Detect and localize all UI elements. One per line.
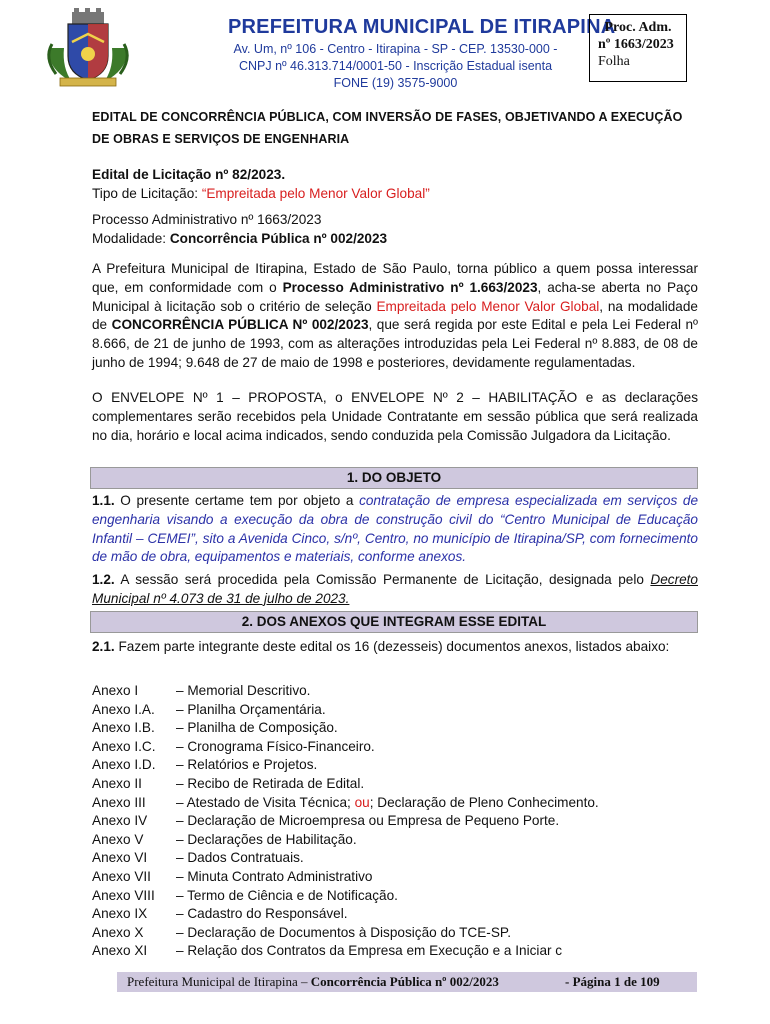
processo-info bbox=[92, 211, 698, 249]
header-address: Av. Um, nº 106 - Centro - Itirapina - SP - CEP. 13530-000 - bbox=[233, 42, 558, 56]
annex-description: – Planilha de Composição. bbox=[176, 720, 338, 736]
intro-paragraph-2: O ENVELOPE Nº 1 – PROPOSTA, o ENVELOPE Nº 2 – HABILITAÇÃO e as declarações complementares serão recebidos pela Unidade Contratante em sessão pública que será realizada no dia, horário e local acima indicados, sendo conduzida pela Comissão Julgadora da Licitação. bbox=[92, 390, 698, 443]
annex-description: – Planilha Orçamentária. bbox=[176, 701, 326, 717]
annex-item bbox=[92, 756, 599, 775]
processo-line: Processo Administrativo nº 1663/2023 bbox=[92, 212, 322, 227]
annex-description: – Declaração de Documentos à Disposição do TCE-SP. bbox=[176, 924, 511, 940]
annex-description: – Recibo de Retirada de Edital. bbox=[176, 775, 365, 791]
modalidade-value: Concorrência Pública nº 002/2023 bbox=[169, 230, 388, 246]
proc-label: Proc. Adm. bbox=[604, 20, 672, 35]
municipality-title: PREFEITURA MUNICIPAL DE ITIRAPINA bbox=[228, 16, 616, 38]
annex-item bbox=[92, 942, 599, 961]
proc-number: nº 1663/2023 bbox=[598, 37, 674, 52]
annex-item bbox=[92, 812, 599, 831]
edital-title: EDITAL DE CONCORRÊNCIA PÚBLICA, COM INVERSÃO DE FASES, OBJETIVANDO A EXECUÇÃO DE OBRAS E SERVIÇOS DE ENGENHARIA bbox=[92, 110, 683, 146]
annex-item bbox=[92, 924, 599, 943]
annex-description: – Dados Contratuais. bbox=[176, 850, 304, 866]
edital-number: Edital de Licitação nº 82/2023. bbox=[92, 167, 286, 182]
annex-key: Anexo III bbox=[92, 794, 146, 810]
annex-key: Anexo I.C. bbox=[92, 738, 156, 754]
annex-description: – Memorial Descritivo. bbox=[176, 683, 311, 698]
section-heading-objeto: 1. DO OBJETO bbox=[90, 467, 698, 489]
tipo-label: Tipo de Licitação: bbox=[92, 185, 202, 201]
modalidade-label: Modalidade: bbox=[92, 230, 170, 246]
annex-description: – Atestado de Visita Técnica; ou; Declaração de Pleno Conhecimento. bbox=[176, 794, 599, 810]
annex-key: Anexo V bbox=[92, 831, 144, 847]
annex-key: Anexo I.D. bbox=[92, 757, 156, 773]
annex-key: Anexo VII bbox=[92, 868, 151, 884]
annex-key: Anexo IX bbox=[92, 906, 148, 922]
annex-key: Anexo VIII bbox=[92, 887, 155, 903]
annex-description: – Cronograma Físico-Financeiro. bbox=[176, 738, 375, 754]
item-1-1: 1.1. O presente certame tem por objeto a contratação de empresa especializada em serviços de engenharia visando a execução da obra de construção civil do “Centro Municipal de Educação Infantil – CEMEI”, sito a Avenida Cinco, s/nº, Centro, no município de Itirapina/SP, com fornecimento de mão de obra, equipamentos e materiais, conforme anexos. bbox=[92, 493, 699, 565]
modalidade-line bbox=[92, 230, 698, 249]
process-stamp-box bbox=[589, 14, 687, 82]
edital-info bbox=[92, 166, 698, 204]
item-2-1: 2.1. Fazem parte integrante deste edital os 16 (dezesseis) documentos anexos, listados abaixo: bbox=[92, 639, 670, 654]
header-phone: FONE (19) 3575-9000 bbox=[333, 76, 458, 90]
annex-item bbox=[92, 868, 599, 887]
section-heading-anexos: 2. DOS ANEXOS QUE INTEGRAM ESSE EDITAL bbox=[90, 611, 698, 633]
page-footer bbox=[117, 972, 697, 992]
annex-item bbox=[92, 887, 599, 906]
annex-key: Anexo I.B. bbox=[92, 720, 155, 736]
folha-label: Folha bbox=[598, 54, 630, 69]
tipo-licitacao bbox=[92, 185, 698, 204]
item-1-2: 1.2. A sessão será procedida pela Comissão Permanente de Licitação, designada pelo Decreto Municipal nº 4.073 de 31 de julho de 2023. bbox=[92, 572, 698, 606]
annex-item bbox=[92, 794, 599, 813]
annex-key: Anexo XI bbox=[92, 943, 148, 959]
annex-item bbox=[92, 682, 599, 701]
annex-description: – Relação dos Contratos da Empresa em Execução e a Iniciar c bbox=[176, 943, 563, 959]
annex-description: – Cadastro do Responsável. bbox=[176, 906, 348, 922]
coat-of-arms-logo bbox=[42, 8, 134, 88]
annex-item bbox=[92, 738, 599, 757]
header-cnpj: CNPJ nº 46.313.714/0001-50 - Inscrição Estadual isenta bbox=[238, 59, 553, 73]
annex-description: – Declaração de Microempresa ou Empresa de Pequeno Porte. bbox=[176, 813, 560, 829]
intro-paragraph-1: A Prefeitura Municipal de Itirapina, Estado de São Paulo, torna público a quem possa interessar que, em conformidade com o Processo Administrativo nº 1.663/2023, acha-se aberta no Paço Municipal à licitação sob o critério de seleção Empreitada pelo Menor Valor Global, na modalidade de CONCORRÊNCIA PÚBLICA Nº 002/2023, que será regida por este Edital e pela Lei Federal nº 8.666, de 21 de junho de 1993, com as alterações introduzidas pela Lei Federal nº 8.883, de 08 de junho de 1994; 9.648 de 27 de maio de 1998 e posteriores, devidamente regulamentadas. bbox=[92, 261, 698, 370]
annex-item bbox=[92, 905, 599, 924]
annex-item bbox=[92, 849, 599, 868]
annex-description: – Declarações de Habilitação. bbox=[176, 831, 357, 847]
annex-key: Anexo I.A. bbox=[92, 701, 155, 717]
annex-item bbox=[92, 719, 599, 738]
annex-key: Anexo IV bbox=[92, 813, 148, 829]
footer-page-number: - Página 1 de 109 bbox=[565, 974, 660, 989]
annex-key: Anexo I bbox=[92, 683, 139, 698]
annex-key: Anexo X bbox=[92, 924, 144, 940]
tipo-value: “Empreitada pelo Menor Valor Global” bbox=[201, 185, 430, 201]
annex-item bbox=[92, 831, 599, 850]
annex-list bbox=[92, 682, 599, 961]
annex-key: Anexo VI bbox=[92, 850, 148, 866]
annex-key: Anexo II bbox=[92, 775, 142, 791]
annex-description: – Relatórios e Projetos. bbox=[176, 757, 318, 773]
annex-item bbox=[92, 701, 599, 720]
annex-description: – Termo de Ciência e de Notificação. bbox=[176, 887, 398, 903]
footer-left: Prefeitura Municipal de Itirapina – Concorrência Pública nº 002/2023 bbox=[127, 974, 499, 989]
annex-item bbox=[92, 775, 599, 794]
annex-description: – Minuta Contrato Administrativo bbox=[176, 868, 373, 884]
